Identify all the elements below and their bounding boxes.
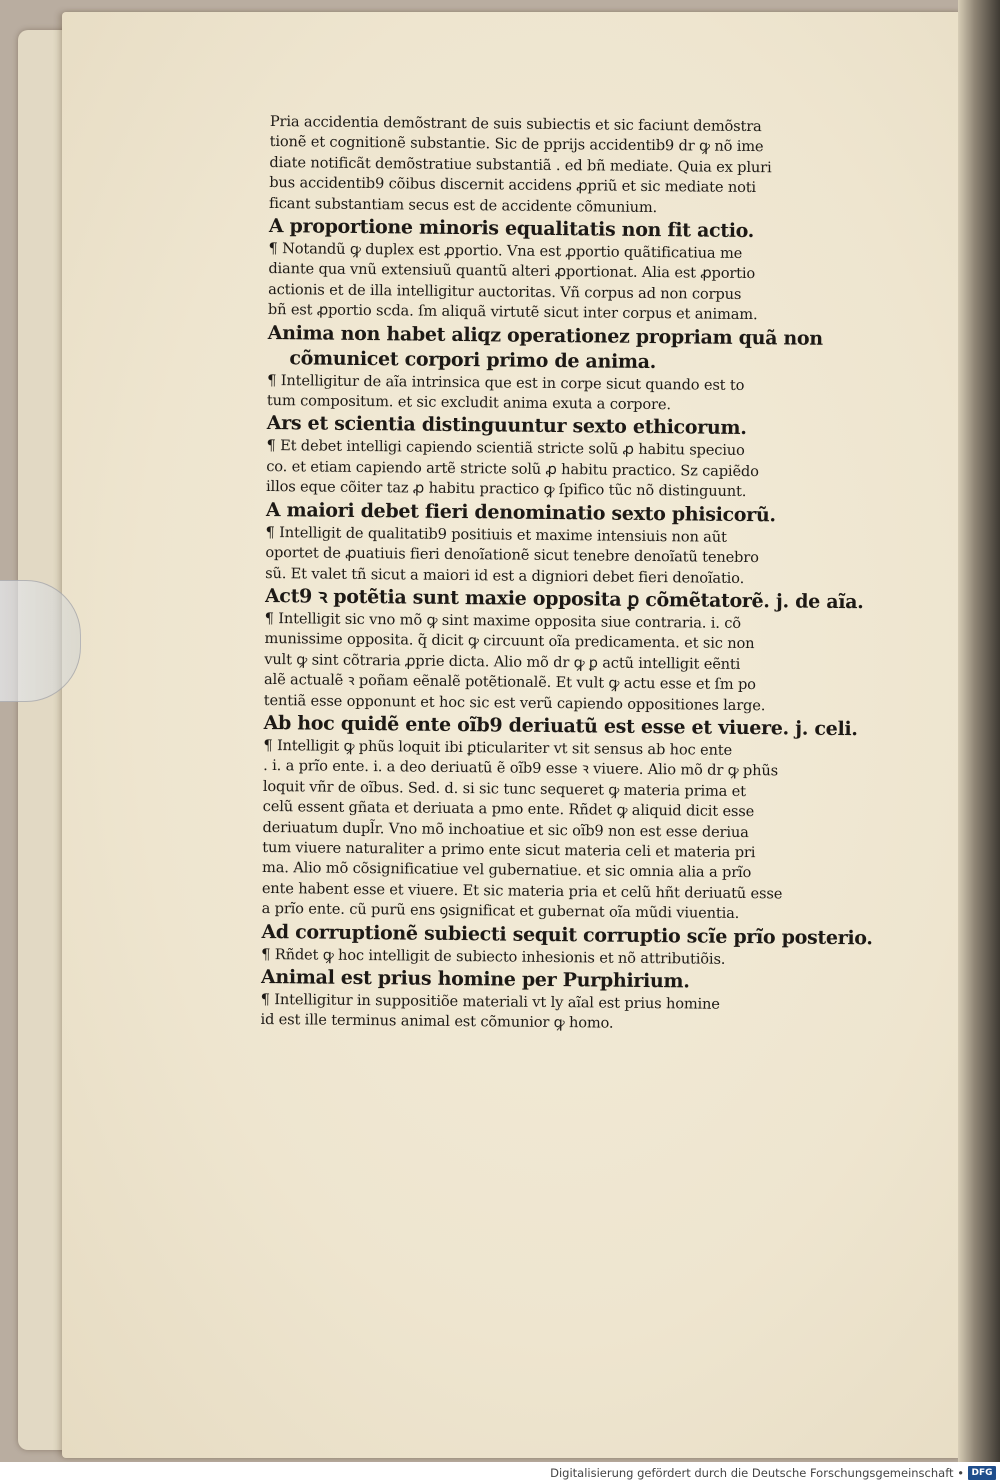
body-line: oportet de ꝓuatiuis fieri denoĩationẽ sicut tenebre denoĩatũ tenebro: [265, 544, 759, 567]
heading-line: Animal est prius homine per Purphirium.: [260, 965, 690, 993]
body-line: ¶ Intelligit sic vno mõ ꝙ sint maxime opposita siue contraria. i. cõ: [264, 609, 742, 632]
body-line: ¶ Intelligitur de aĩa intrinsica que est in corpe sicut quando est to: [267, 371, 745, 394]
book-spine: [958, 0, 1000, 1462]
body-line: tionẽ et cognitionẽ substantie. Sic de pprijs accidentib9 dr ꝙ nõ ime: [269, 133, 764, 156]
footer: [0, 1462, 1000, 1484]
dfg-logo-icon: DFG: [968, 1466, 996, 1480]
body-line: celũ essent gñata et deriuata a pmo ente. Rñdet ꝙ aliquid dicit esse: [262, 798, 755, 821]
heading-line: Ars et scientia distinguuntur sexto ethicorum.: [266, 412, 747, 440]
body-line: ¶ Rñdet ꝙ hoc intelligit de subiecto inhesionis et nõ attributiõis.: [261, 945, 726, 968]
body-line: tentiã esse opponunt et hoc sic est verũ capiendo oppositiones large.: [263, 691, 766, 714]
heading-line: Ad corruptionẽ subiecti sequit corruptio scĩe prĩo posterio.: [261, 920, 873, 949]
body-line: diate notificãt demõstratiue substantiã . ed bñ mediate. Quia ex pluri: [269, 153, 772, 177]
body-line: sũ. Et valet tñ sicut a maiori id est a digniori debet fieri denoĩatio.: [265, 564, 745, 587]
digitization-credit: Digitalisierung gefördert durch die Deutsche Forschungsgemeinschaft •: [550, 1466, 964, 1480]
body-line: ficant substantiam secus est de accidente cõmunium.: [268, 194, 658, 216]
body-line: bñ est ꝓportio scda. ſm aliquã virtutẽ sicut inter corpus et animam.: [267, 301, 758, 324]
heading-line: Anima non habet aliqz operationez propriam quã non: [267, 321, 824, 350]
body-line: deriuatum dupl̃r. Vno mõ inchoatiue et sic oĩb9 non est esse deriua: [262, 818, 749, 841]
body-line: ¶ Intelligit ꝙ phũs loquit ibi ꝑticulariter vt sit sensus ab hoc ente: [263, 736, 733, 759]
body-line: vult ꝙ sint cõtraria ꝓprie dicta. Alio mõ dr ꝙ ꝑ actũ intelligit eẽnti: [264, 650, 741, 673]
body-line: ¶ Notandũ ꝙ duplex est ꝓportio. Vna est ꝓportio quãtificatiua me: [268, 240, 743, 262]
heading-line: cõmunicet corpori primo de anima.: [289, 346, 657, 373]
body-line: tum viuere naturaliter a primo ente sicut materia celi et materia pri: [262, 838, 756, 862]
heading-line: Act9 ꝛ potẽtia sunt maxie opposita ꝑ cõmẽtatorẽ. j. de aĩa.: [264, 584, 864, 614]
body-line: tum compositum. et sic excludit anima exuta a corpore.: [266, 392, 671, 414]
body-line: alẽ actualẽ ꝛ poñam eẽnalẽ potẽtionalẽ. Et vult ꝙ actu esse et ſm po: [263, 671, 756, 694]
body-line: id est ille terminus animal est cõmunior ꝙ homo.: [260, 1011, 614, 1033]
body-line: diante qua vnũ extensiuũ quantũ alteri ꝓportionat. Alia est ꝓportio: [268, 260, 756, 283]
body-line: ¶ Intelligitur in suppositiõe materiali vt ly aĩal est prius homine: [260, 990, 720, 1013]
body-line: a prĩo ente. cũ purũ ens ꝯsignificat et gubernat oĩa mũdi viuentia.: [261, 900, 740, 923]
body-line: munissime opposita. q̃ dicit ꝙ circuunt oĩa predicamenta. et sic non: [264, 630, 755, 653]
heading-line: A maiori debet fieri denominatio sexto phisicorũ.: [265, 498, 776, 527]
body-line: loquit vñr de oĩbus. Sed. d. si sic tunc sequeret ꝙ materia prima et: [262, 777, 747, 800]
body-line: actionis et de illa intelligitur auctoritas. Vñ corpus ad non corpus: [268, 280, 742, 303]
body-line: illos eque cõiter taz ꝓ habitu practico ꝙ ſpifico tũc nõ distinguunt.: [265, 478, 747, 501]
text-block: [260, 112, 900, 1037]
heading-line: A proportione minoris equalitatis non fit actio.: [268, 215, 755, 243]
body-line: bus accidentib9 cõibus discernit accidens ꝓpriũ et sic mediate noti: [269, 174, 757, 197]
heading-line: Ab hoc quidẽ ente oĩb9 deriuatũ est esse et viuere. j. celi.: [263, 711, 858, 741]
body-line: ente habent esse et viuere. Et sic materia pria et celũ hñt deriuatũ esse: [261, 879, 783, 903]
body-line: ¶ Et debet intelligi capiendo scientiã stricte solũ ꝓ habitu speciuo: [266, 437, 745, 460]
body-line: ma. Alio mõ cõsignificatiue vel gubernatiue. et sic omnia alia a prĩo: [261, 859, 752, 882]
body-line: . i. a prĩo ente. i. a deo deriuatũ ẽ oĩb9 esse ꝛ viuere. Alio mõ dr ꝙ phũs: [263, 757, 779, 780]
body-line: Pria accidentia demõstrant de suis subiectis et sic faciunt demõstra: [269, 112, 762, 136]
body-line: co. et etiam capiendo artẽ stricte solũ ꝓ habitu practico. Sz capiẽdo: [266, 457, 759, 481]
body-line: ¶ Intelligit de qualitatib9 positiuis et maxime intensiuis non aũt: [265, 523, 727, 546]
